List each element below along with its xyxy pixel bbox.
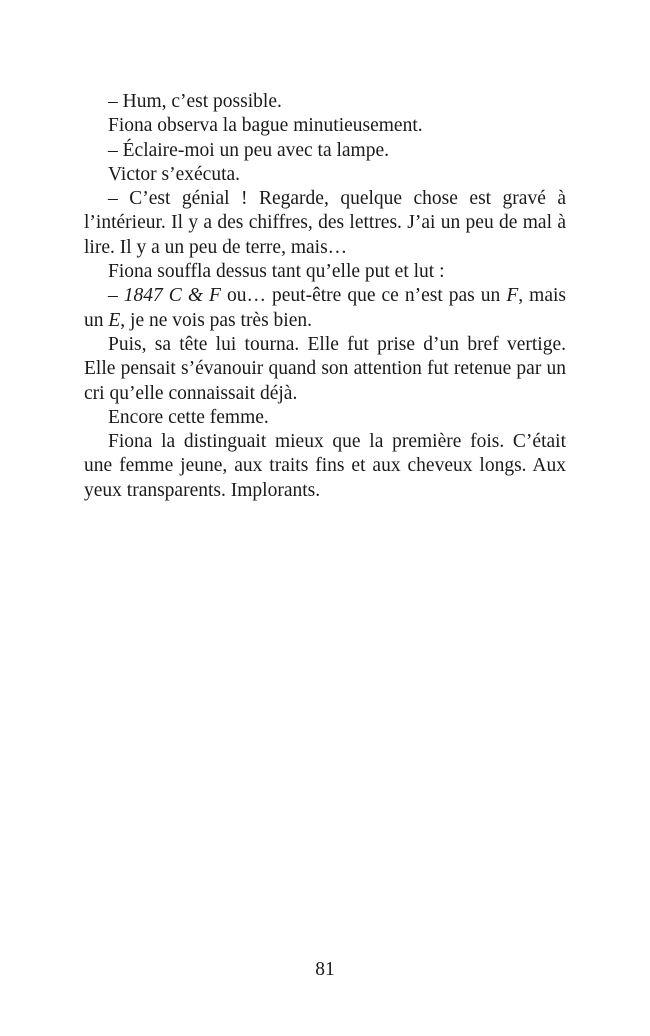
engraving-inscription: 1847 C & F: [123, 285, 221, 307]
engraving-text-2: , mais un: [84, 285, 566, 331]
page-number: 81: [315, 959, 335, 980]
paragraph-hum: – Hum, c’est possible.: [108, 91, 282, 112]
paragraph-puis: Puis, sa tête lui tourna. Elle fut prise d’un bref vertige. Elle pensait s’évanouir quand son attention fut retenue par un cri qu’elle connaissait déjà.: [84, 333, 566, 404]
body-text: [84, 90, 566, 503]
engraving-letter-f: F: [506, 285, 519, 307]
paragraph-eclaire-moi: – Éclaire-moi un peu avec ta lampe.: [108, 139, 389, 161]
paragraph-fiona-observa: Fiona observa la bague minutieusement.: [108, 115, 423, 137]
paragraph-cest-genial: – C’est génial ! Regarde, quelque chose est gravé à l’intérieur. Il y a des chiffres, des lettres. J’ai un peu de mal à lire. Il y a un peu de terre, mais…: [84, 188, 566, 258]
paragraph-engraving: [84, 284, 566, 333]
engraving-text-3: , je ne vois pas très bien.: [120, 309, 313, 331]
engraving-text-1: ou… peut-être que ce n’est pas un: [220, 285, 507, 307]
paragraph-encore: Encore cette femme.: [108, 406, 269, 428]
paragraph-fiona-distinguait: Fiona la distinguait mieux que la première fois. C’était une femme jeune, aux traits fins et aux cheveux longs. Aux yeux transparents. Implorants.: [84, 431, 566, 501]
engraving-letter-e: E: [108, 309, 121, 331]
engraving-dash: –: [108, 285, 124, 307]
paragraph-fiona-souffla: Fiona souffla dessus tant qu’elle put et lut :: [108, 261, 445, 283]
paragraph-victor: Victor s’exécuta.: [108, 163, 241, 185]
